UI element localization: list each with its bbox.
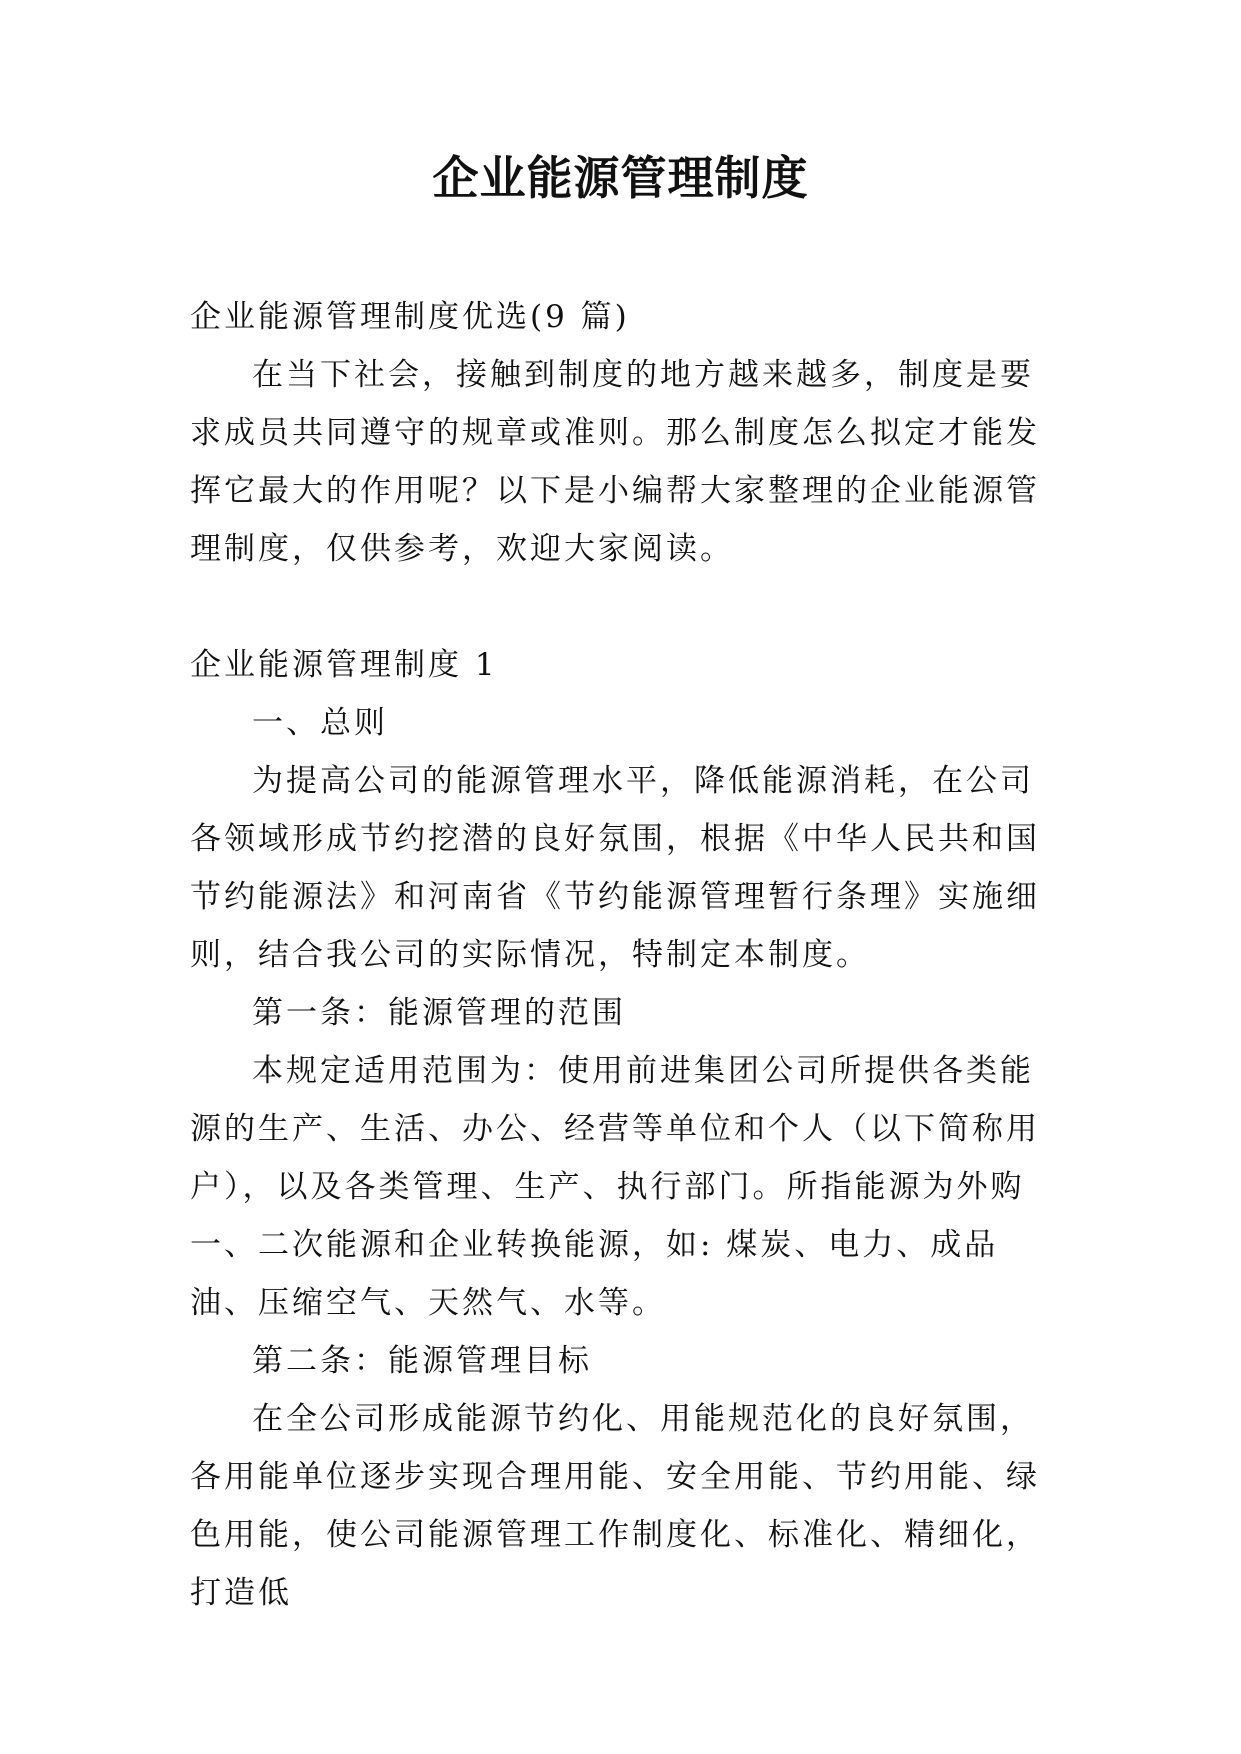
article-2-paragraph: 在全公司形成能源节约化、用能规范化的良好氛围，各用能单位逐步实现合理用能、安全用能、节约用能、绿色用能，使公司能源管理工作制度化、标准化、精细化，打造低 <box>190 1401 1040 1611</box>
document-subtitle: 企业能源管理制度优选(9 篇) <box>190 299 630 335</box>
chapter-paragraph: 为提高公司的能源管理水平，降低能源消耗，在公司各领域形成节约挖潜的良好氛围，根据《中华人民共和国节约能源法》和河南省《节约能源管理暂行条理》实施细则，结合我公司的实际情况，特制定本制度。 <box>190 763 1040 973</box>
document-body <box>190 288 1052 1622</box>
section-heading: 企业能源管理制度 1 <box>190 647 498 683</box>
intro-paragraph: 在当下社会，接触到制度的地方越来越多，制度是要求成员共同遵守的规章或准则。那么制度怎么拟定才能发挥它最大的作用呢？以下是小编帮大家整理的企业能源管理制度，仅供参考，欢迎大家阅读。 <box>190 357 1040 567</box>
paragraph-gap <box>190 578 1052 636</box>
document-title: 企业能源管理制度 <box>432 151 809 205</box>
article-1-paragraph: 本规定适用范围为：使用前进集团公司所提供各类能源的生产、生活、办公、经营等单位和个人（以下简称用户），以及各类管理、生产、执行部门。所指能源为外购一、二次能源和企业转换能源，如: 煤炭、电力、成品油、压缩空气、天然气、水等。 <box>190 1053 1040 1321</box>
article-2-title: 第二条：能源管理目标 <box>252 1343 592 1379</box>
chapter-heading: 一、总则 <box>252 705 388 741</box>
article-1-title: 第一条：能源管理的范围 <box>252 995 626 1031</box>
